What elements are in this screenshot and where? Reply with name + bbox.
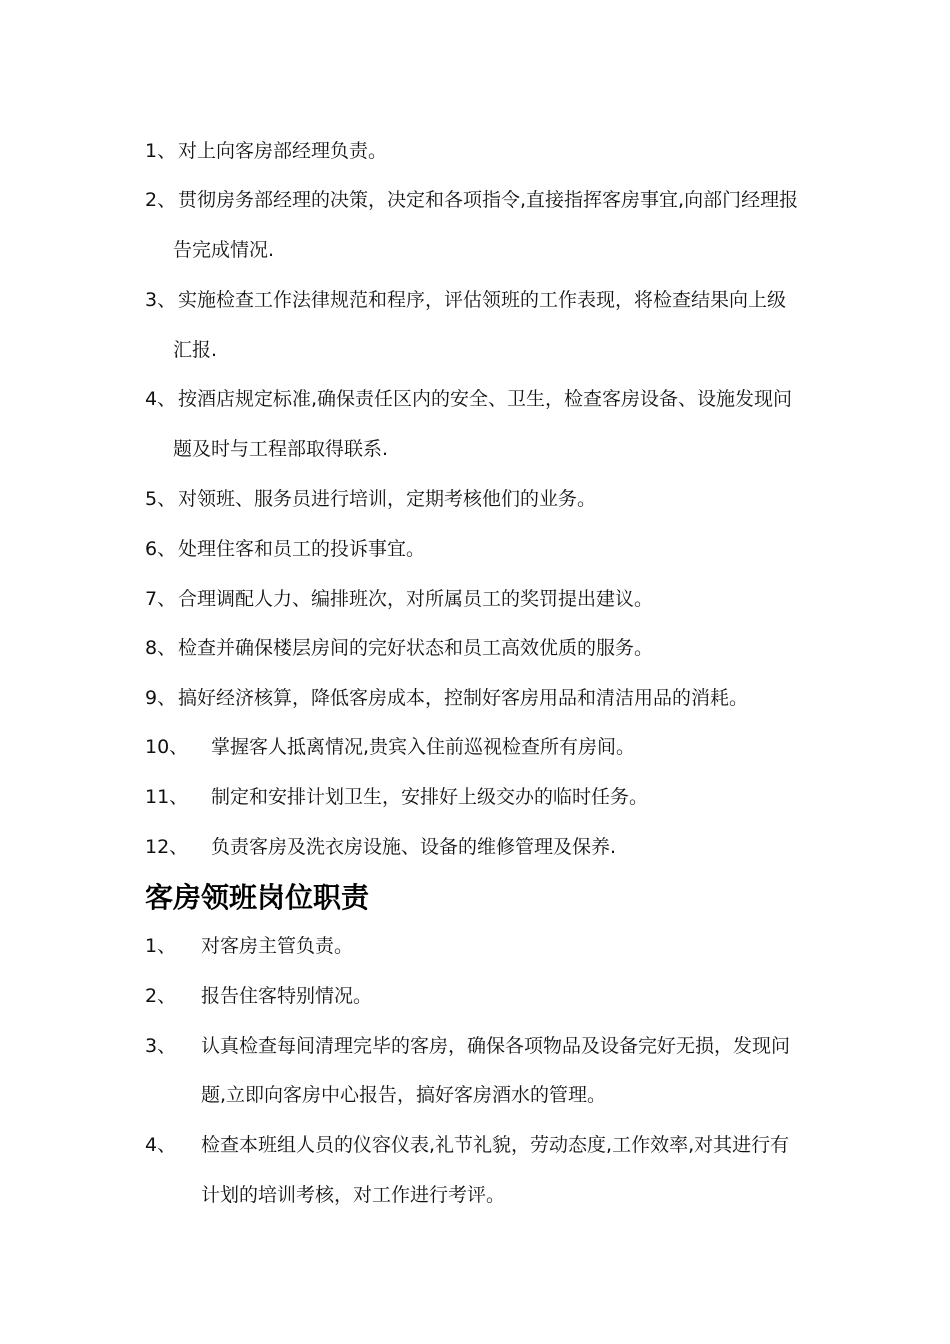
- item-text-continuation: 告完成情况.: [173, 239, 275, 261]
- item-text: 检查并确保楼层房间的完好状态和员工高效优质的服务。: [178, 637, 654, 659]
- item-text: 对领班、服务员进行培训，定期考核他们的业务。: [178, 488, 597, 510]
- item-text: 对客房主管负责。: [201, 935, 354, 957]
- item-text-continuation: 题及时与工程部取得联系.: [173, 438, 389, 460]
- item-number: 10、: [145, 736, 189, 758]
- item-number: 3、: [145, 1035, 177, 1057]
- item-text: 负责客房及洗衣房设施、设备的维修管理及保养.: [211, 836, 617, 858]
- item-text: 按酒店规定标准,确保责任区内的安全、卫生，检查客房设备、设施发现问: [178, 388, 793, 410]
- item-number: 4、: [145, 1134, 177, 1156]
- item-number: 4、: [145, 388, 177, 410]
- item-text: 对上向客房部经理负责。: [178, 140, 388, 162]
- item-number: 11、: [145, 786, 189, 808]
- section-heading: 客房领班岗位职责: [145, 881, 370, 914]
- item-text: 处理住客和员工的投诉事宜。: [178, 538, 426, 560]
- item-text: 实施检查工作法律规范和程序，评估领班的工作表现，将检查结果向上级: [178, 289, 787, 311]
- item-number: 2、: [145, 985, 177, 1007]
- item-text: 制定和安排计划卫生，安排好上级交办的临时任务。: [211, 786, 649, 808]
- item-text: 合理调配人力、编排班次，对所属员工的奖罚提出建议。: [178, 588, 654, 610]
- item-number: 6、: [145, 538, 177, 560]
- item-number: 1、: [145, 140, 177, 162]
- item-text: 搞好经济核算，降低客房成本，控制好客房用品和清洁用品的消耗。: [178, 687, 749, 709]
- item-number: 1、: [145, 935, 177, 957]
- item-number: 5、: [145, 488, 177, 510]
- item-number: 9、: [145, 687, 177, 709]
- item-text-continuation: 计划的培训考核，对工作进行考评。: [201, 1184, 506, 1206]
- item-text: 报告住客特别情况。: [201, 985, 373, 1007]
- item-text-continuation: 题,立即向客房中心报告，搞好客房酒水的管理。: [201, 1084, 607, 1106]
- item-number: 7、: [145, 588, 177, 610]
- item-text: 认真检查每间清理完毕的客房，确保各项物品及设备完好无损，发现问: [201, 1035, 791, 1057]
- item-text: 检查本班组人员的仪容仪表,礼节礼貌，劳动态度,工作效率,对其进行有: [201, 1134, 790, 1156]
- item-number: 2、: [145, 189, 177, 211]
- item-text-continuation: 汇报.: [173, 339, 218, 361]
- item-text: 掌握客人抵离情况,贵宾入住前巡视检查所有房间。: [211, 736, 636, 758]
- item-number: 12、: [145, 836, 189, 858]
- item-number: 3、: [145, 289, 177, 311]
- item-text: 贯彻房务部经理的决策，决定和各项指令,直接指挥客房事宜,向部门经理报: [178, 189, 799, 211]
- item-number: 8、: [145, 637, 177, 659]
